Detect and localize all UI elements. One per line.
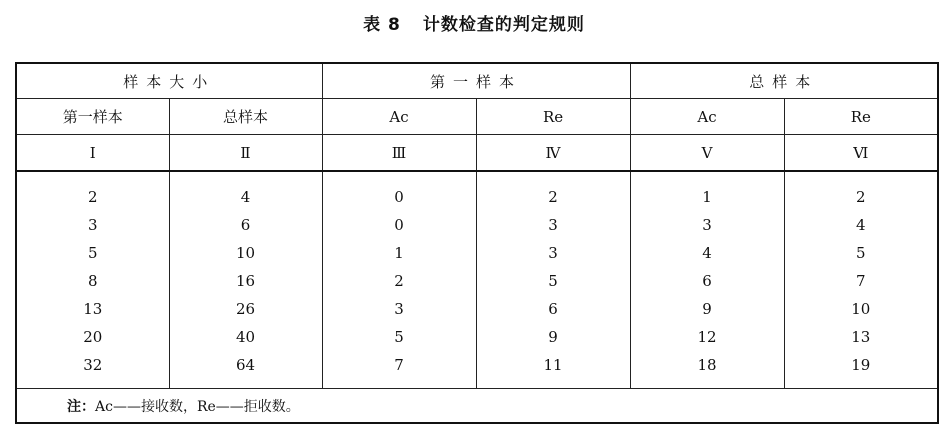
header-cell: 总样本: [169, 99, 322, 135]
table-cell: 7: [784, 267, 938, 295]
table-cell: 2: [476, 171, 630, 211]
header-cell: Ac: [630, 99, 784, 135]
column-number: Ⅰ: [16, 135, 169, 172]
table-cell: 5: [784, 239, 938, 267]
table-cell: 3: [476, 211, 630, 239]
table-cell: 4: [169, 171, 322, 211]
table-cell: 9: [476, 323, 630, 351]
table-cell: 16: [169, 267, 322, 295]
column-number: Ⅵ: [784, 135, 938, 172]
header-total-sample: 总样本: [630, 63, 938, 99]
table-cell: 32: [16, 351, 169, 389]
header-cell: Re: [784, 99, 938, 135]
table-row: [16, 351, 938, 389]
table-cell: 40: [169, 323, 322, 351]
table-cell: 13: [784, 323, 938, 351]
note-text: Ac——接收数，Re——拒收数。: [95, 398, 300, 415]
table-cell: 1: [322, 239, 476, 267]
table-title: [0, 10, 948, 35]
header-sample-size: 样本大小: [16, 63, 322, 99]
table-cell: 9: [630, 295, 784, 323]
table-cell: 26: [169, 295, 322, 323]
table-cell: 3: [16, 211, 169, 239]
table-row: [16, 211, 938, 239]
header-group-row: [16, 63, 938, 99]
header-sub-row: [16, 99, 938, 135]
table-row: [16, 323, 938, 351]
table-cell: 2: [322, 267, 476, 295]
table-cell: 2: [784, 171, 938, 211]
table-cell: 4: [630, 239, 784, 267]
table-cell: 5: [476, 267, 630, 295]
table-cell: 4: [784, 211, 938, 239]
table-cell: 6: [476, 295, 630, 323]
table-cell: 18: [630, 351, 784, 389]
table-cell: 6: [169, 211, 322, 239]
table-row: [16, 295, 938, 323]
table-cell: 11: [476, 351, 630, 389]
table-note: [16, 389, 938, 424]
table-cell: 7: [322, 351, 476, 389]
table-cell: 19: [784, 351, 938, 389]
table-cell: 5: [16, 239, 169, 267]
table-row: [16, 239, 938, 267]
table-note-row: [16, 389, 938, 424]
judgement-rules-table: [15, 62, 939, 424]
table-cell: 3: [630, 211, 784, 239]
table-cell: 13: [16, 295, 169, 323]
table-cell: 10: [169, 239, 322, 267]
header-cell: 第一样本: [16, 99, 169, 135]
column-number: Ⅴ: [630, 135, 784, 172]
table-cell: 6: [630, 267, 784, 295]
table-cell: 2: [16, 171, 169, 211]
table-cell: 5: [322, 323, 476, 351]
note-lead: 注：: [67, 398, 95, 415]
column-number: Ⅲ: [322, 135, 476, 172]
table-cell: 20: [16, 323, 169, 351]
header-first-sample: 第一样本: [322, 63, 630, 99]
header-cell: Ac: [322, 99, 476, 135]
table-row: [16, 267, 938, 295]
table-cell: 64: [169, 351, 322, 389]
header-roman-row: [16, 135, 938, 172]
table-cell: 0: [322, 171, 476, 211]
table-cell: 8: [16, 267, 169, 295]
table-cell: 3: [476, 239, 630, 267]
table-cell: 3: [322, 295, 476, 323]
column-number: Ⅱ: [169, 135, 322, 172]
table-row: [16, 171, 938, 211]
table-cell: 10: [784, 295, 938, 323]
column-number: Ⅳ: [476, 135, 630, 172]
table-cell: 12: [630, 323, 784, 351]
header-cell: Re: [476, 99, 630, 135]
table-number: 表 8: [363, 15, 401, 35]
table-cell: 0: [322, 211, 476, 239]
table-title-text: 计数检查的判定规则: [422, 15, 585, 35]
table-cell: 1: [630, 171, 784, 211]
